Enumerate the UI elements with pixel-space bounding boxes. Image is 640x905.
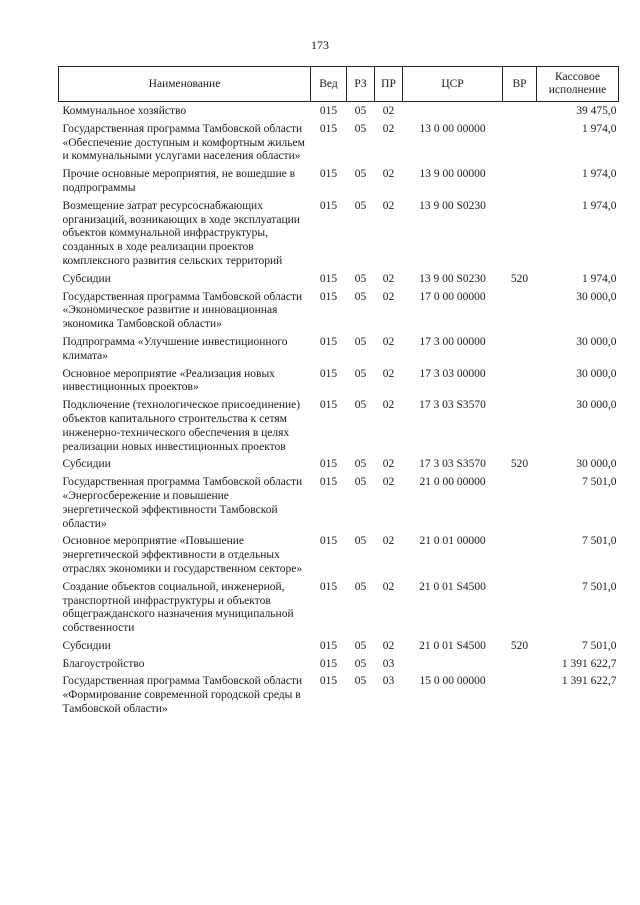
cell-sum: 1 974,0 [582, 122, 617, 135]
cell-sum: 7 501,0 [582, 580, 617, 593]
cell-csr: 17 3 03 S3570 [419, 399, 486, 412]
cell-rz: 05 [354, 105, 367, 117]
cell-sum: 30 000,0 [576, 290, 617, 303]
cell-ved: 015 [319, 199, 338, 212]
cell-sum: 7 501,0 [582, 476, 617, 489]
budget-table [58, 66, 619, 718]
cell-pr: 02 [382, 458, 395, 471]
cell-pr: 02 [382, 535, 395, 548]
cell-vr [503, 532, 537, 577]
cell-vr [503, 333, 537, 365]
table-body [59, 102, 619, 718]
cell-ved: 015 [319, 535, 338, 548]
header-vr: ВР [503, 67, 537, 102]
cell-rz: 05 [354, 290, 367, 303]
cell-vr [503, 396, 537, 455]
cell-csr: 13 0 00 00000 [419, 122, 486, 135]
cell-name: Коммунальное хозяйство [62, 105, 187, 117]
cell-sum: 7 501,0 [582, 535, 617, 548]
table-row [59, 473, 619, 532]
cell-pr: 03 [382, 675, 395, 688]
table-row [59, 165, 619, 197]
page-number: 173 [311, 38, 329, 52]
cell-pr: 02 [382, 399, 395, 412]
cell-pr: 02 [382, 272, 395, 285]
cell-name: Создание объектов социальной, инженерной, транспортной инфраструктуры и объектов общегражданского назначения муниципальной собственности [62, 580, 294, 635]
cell-csr: 13 9 00 00000 [419, 168, 486, 181]
cell-ved: 015 [319, 657, 338, 670]
cell-csr: 21 0 01 00000 [419, 535, 486, 548]
cell-name: Благоустройство [62, 657, 145, 670]
table-row [59, 333, 619, 365]
cell-sum: 1 974,0 [582, 272, 617, 285]
cell-name: Подпрограмма «Улучшение инвестиционного климата» [62, 335, 288, 362]
cell-rz: 05 [354, 199, 367, 212]
cell-csr: 13 9 00 S0230 [419, 199, 486, 212]
cell-pr: 02 [382, 105, 395, 117]
cell-vr [503, 288, 537, 333]
cell-vr [503, 672, 537, 717]
table-row [59, 455, 619, 473]
table-row [59, 288, 619, 333]
cell-rz: 05 [354, 367, 367, 380]
cell-csr: 13 9 00 S0230 [419, 272, 486, 285]
header-csr: ЦСР [403, 67, 503, 102]
cell-ved: 015 [319, 272, 338, 285]
header-row [59, 67, 619, 102]
table-row [59, 578, 619, 637]
cell-ved: 015 [319, 580, 338, 593]
cell-rz: 05 [354, 657, 367, 670]
cell-vr [503, 197, 537, 270]
cell-pr: 02 [382, 122, 395, 135]
cell-vr [503, 578, 537, 637]
cell-csr: 21 0 01 S4500 [419, 639, 486, 652]
cell-rz: 05 [354, 399, 367, 412]
header-name: Наименование [59, 67, 311, 102]
cell-name: Государственная программа Тамбовской области «Экономическое развитие и инновационная экономика Тамбовской области» [62, 290, 303, 331]
cell-ved: 015 [319, 476, 338, 489]
table-row [59, 532, 619, 577]
cell-name: Прочие основные мероприятия, не вошедшие в подпрограммы [62, 168, 296, 194]
cell-pr: 02 [382, 168, 395, 181]
cell-vr: 520 [510, 639, 529, 652]
cell-ved: 015 [319, 367, 338, 380]
cell-name: Основное мероприятие «Реализация новых инвестиционных проектов» [62, 367, 275, 394]
cell-vr [503, 365, 537, 397]
cell-rz: 05 [354, 168, 367, 181]
cell-vr: 520 [510, 272, 529, 285]
cell-sum: 1 391 622,7 [561, 657, 617, 670]
cell-vr [503, 655, 537, 673]
cell-sum: 30 000,0 [576, 335, 617, 348]
header-rz: РЗ [347, 67, 375, 102]
cell-name: Основное мероприятие «Повышение энергетической эффективности в отдельных отраслях экономики и государственном секторе» [62, 535, 303, 575]
cell-rz: 05 [354, 476, 367, 489]
cell-ved: 015 [319, 122, 338, 135]
cell-ved: 015 [319, 458, 338, 471]
table-row [59, 120, 619, 165]
cell-vr [503, 165, 537, 197]
cell-name: Подключение (технологическое присоединение) объектов капитального строительства к сетям инженерно-технического обеспечения в целях реализации новых инвестиционных проектов [62, 399, 301, 453]
cell-rz: 05 [354, 580, 367, 593]
cell-csr: 17 3 00 00000 [419, 335, 486, 348]
cell-name: Возмещение затрат ресурсоснабжающих организаций, возникающих в ходе эксплуатации объектов коммунальной инфраструктуры, созданных в ходе реализации проектов комплексного развития сельских территорий [62, 199, 300, 267]
cell-sum: 1 974,0 [582, 199, 617, 212]
table-row [59, 396, 619, 455]
cell-sum: 1 974,0 [582, 168, 617, 181]
cell-csr: 21 0 01 S4500 [419, 580, 486, 593]
header-ved: Вед [311, 67, 347, 102]
cell-name: Государственная программа Тамбовской области «Обеспечение доступным и комфортным жильем и коммунальными услугами населения области» [62, 122, 305, 163]
cell-sum: 30 000,0 [576, 458, 617, 471]
cell-pr: 03 [382, 657, 395, 670]
header-pr: ПР [375, 67, 403, 102]
cell-vr [503, 120, 537, 165]
cell-rz: 05 [354, 335, 367, 348]
cell-csr: 15 0 00 00000 [419, 675, 486, 688]
cell-ved: 015 [319, 675, 338, 688]
cell-csr: 17 3 03 S3570 [419, 458, 486, 471]
table-row [59, 365, 619, 397]
cell-pr: 02 [382, 199, 395, 212]
cell-ved: 015 [319, 290, 338, 303]
cell-rz: 05 [354, 535, 367, 548]
cell-csr: 17 3 03 00000 [419, 367, 486, 380]
cell-pr: 02 [382, 335, 395, 348]
table-header [59, 67, 619, 102]
cell-sum: 39 475,0 [576, 105, 617, 117]
table-row [59, 102, 619, 120]
cell-ved: 015 [319, 105, 338, 117]
cell-csr [403, 102, 503, 120]
cell-rz: 05 [354, 272, 367, 285]
cell-name: Субсидии [62, 458, 111, 471]
cell-ved: 015 [319, 168, 338, 181]
cell-ved: 015 [319, 639, 338, 652]
cell-pr: 02 [382, 639, 395, 652]
cell-rz: 05 [354, 639, 367, 652]
table-row [59, 672, 619, 717]
cell-pr: 02 [382, 580, 395, 593]
cell-name: Субсидии [62, 639, 111, 652]
cell-csr: 21 0 00 00000 [419, 476, 486, 489]
cell-ved: 015 [319, 335, 338, 348]
cell-sum: 30 000,0 [576, 367, 617, 380]
cell-sum: 30 000,0 [576, 399, 617, 412]
cell-vr [503, 473, 537, 532]
cell-csr: 17 0 00 00000 [419, 290, 486, 303]
table-row [59, 270, 619, 288]
cell-pr: 02 [382, 476, 395, 489]
table-row [59, 655, 619, 673]
cell-pr: 02 [382, 367, 395, 380]
table-row [59, 637, 619, 655]
cell-sum: 1 391 622,7 [561, 675, 617, 688]
cell-name: Государственная программа Тамбовской области «Энергосбережение и повышение энергетической эффективности Тамбовской области» [62, 476, 303, 530]
cell-vr [503, 102, 537, 120]
header-sum: Кассовое исполнение [537, 67, 619, 102]
cell-vr: 520 [510, 458, 529, 471]
cell-ved: 015 [319, 399, 338, 412]
table-row [59, 197, 619, 270]
cell-name: Субсидии [62, 272, 111, 285]
cell-rz: 05 [354, 458, 367, 471]
cell-pr: 02 [382, 290, 395, 303]
budget-table-container [58, 66, 618, 718]
cell-rz: 05 [354, 675, 367, 688]
cell-sum: 7 501,0 [582, 639, 617, 652]
cell-rz: 05 [354, 122, 367, 135]
cell-name: Государственная программа Тамбовской области «Формирование современной городской среды в Тамбовской области» [62, 675, 303, 716]
cell-csr [403, 655, 503, 673]
